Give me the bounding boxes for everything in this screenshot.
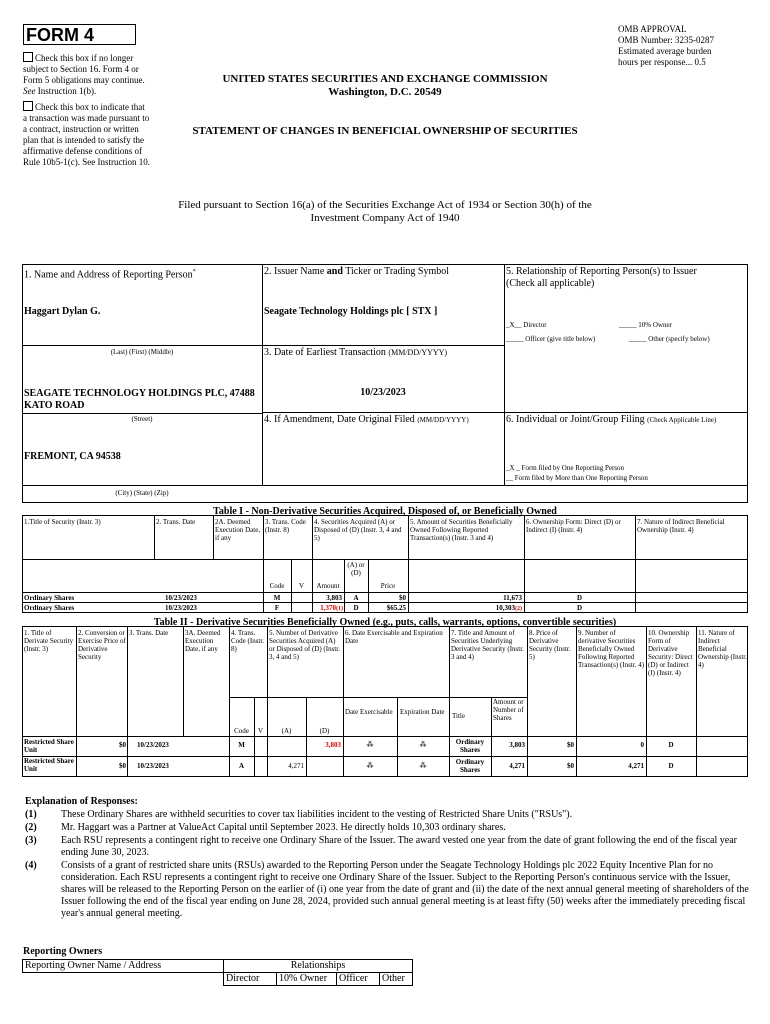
table2-title: Table II - Derivative Securities Beneficially Owned (e.g., puts, calls, warrants, options, convertible securities) xyxy=(153,617,617,628)
t1-row1-price: $0 xyxy=(399,594,406,602)
t1-row1-form: D xyxy=(576,594,583,602)
t2-row2-expiration: ⁂ xyxy=(419,762,427,770)
t1-sub-amount: Amount xyxy=(316,582,340,590)
box1-label-text: 1. Name and Address of Reporting Person xyxy=(24,269,193,281)
t2-col9-header: 9. Number of derivative Securities Beneficially Owned Following Reported Transaction(s) (Instr. 4) xyxy=(578,629,645,669)
ten-pct-owner-checkbox[interactable]: _____ 10% Owner xyxy=(619,321,672,329)
t2-sub-exercisable: Date Exercisable xyxy=(345,708,393,716)
explanation-list xyxy=(25,809,750,920)
t2-sub-expiration: Expiration Date xyxy=(400,708,445,716)
t2-col5-header: 5. Number of Derivative Securities Acquired (A) or Disposed of (D) (Instr. 3, 4 and 5) xyxy=(269,629,340,661)
t2-col3-header: 3. Trans. Date xyxy=(129,629,169,637)
city-hint: (City) (State) (Zip) xyxy=(115,489,169,497)
t2-row1-underlying-amount: 3,803 xyxy=(509,741,525,749)
t2-row2-form: D xyxy=(668,762,674,770)
t2-col11-header: 11. Nature of Indirect Beneficial Ownership (Instr. 4) xyxy=(698,629,747,669)
officer-col: Officer xyxy=(337,973,380,986)
box6-label-small: (Check Applicable Line) xyxy=(647,416,717,424)
t2-col3a-header: 3A. Deemed Execution Date, if any xyxy=(185,629,221,653)
t2-row2-underlying-title: Ordinary Shares xyxy=(455,758,485,774)
name-hint: (Last) (First) (Middle) xyxy=(110,348,174,356)
checkbox-icon[interactable] xyxy=(23,52,33,62)
explanation-item xyxy=(25,835,750,859)
box5-label xyxy=(506,266,746,290)
box5-label-text2: (Check all applicable) xyxy=(506,278,595,289)
t1-col1-header: 1.Title of Security (Instr. 3) xyxy=(24,518,101,526)
table1-title: Table I - Non-Derivative Securities Acquired, Disposed of, or Beneficially Owned xyxy=(213,506,557,517)
explanation-num: (1) xyxy=(25,809,37,820)
see-text: See xyxy=(23,86,36,96)
explanation-item xyxy=(25,822,750,834)
t1-row1-ad: A xyxy=(353,594,359,602)
t2-row1-expiration: ⁂ xyxy=(419,741,427,749)
box4-label xyxy=(264,414,504,426)
box1-asterisk: * xyxy=(192,269,196,275)
omb-line: OMB APPROVAL xyxy=(618,24,687,34)
explanation-num: (2) xyxy=(25,822,37,833)
t2-row2-a: 4,271 xyxy=(288,762,304,770)
t2-sub-code: Code xyxy=(234,727,249,735)
explanation-item xyxy=(25,809,750,821)
t2-col10-header: 10. Ownership Form of Derivative Security: Direct (D) or Indirect (I) (Instr. 4) xyxy=(648,629,693,677)
t1-row1-title: Ordinary Shares xyxy=(24,594,75,602)
reporting-person-name: Haggart Dylan G. xyxy=(24,306,101,317)
t2-row2-price: $0 xyxy=(567,762,574,770)
t1-col6-header: 6. Ownership Form: Direct (D) or Indirect (I) (Instr. 4) xyxy=(526,518,621,534)
box3-label-small: (MM/DD/YYYY) xyxy=(388,348,448,357)
other-checkbox[interactable]: _____ Other (specify below) xyxy=(629,335,710,343)
one-person-option[interactable]: _X _ Form filed by One Reporting Person xyxy=(506,464,625,472)
owner-name-cell xyxy=(23,973,224,986)
checkbox-rule-10b5[interactable] xyxy=(23,101,150,168)
t1-col2-header: 2. Trans. Date xyxy=(156,518,196,526)
officer-checkbox[interactable]: _____ Officer (give title below) xyxy=(506,335,596,343)
box6-label-text: 6. Individual or Joint/Group Filing xyxy=(506,414,648,425)
explanation-num: (4) xyxy=(25,860,37,871)
t2-col8-header: 8. Price of Derivative Security (Instr. 5) xyxy=(529,629,571,661)
footnote-ref-1[interactable]: (1) xyxy=(336,606,343,612)
issuer-name: Seagate Technology Holdings plc [ STX ] xyxy=(264,306,438,317)
explanation-item xyxy=(25,860,750,920)
t2-row2-title: Restricted Share Unit xyxy=(24,757,74,773)
t2-row1-exercisable: ⁂ xyxy=(366,741,374,749)
t2-row1-owned: 0 xyxy=(640,741,644,749)
t2-row1-date: 10/23/2023 xyxy=(137,741,169,749)
footnote-ref-2[interactable]: (2) xyxy=(515,606,522,612)
multi-person-option[interactable]: __ Form filed by More than One Reporting Person xyxy=(506,474,648,482)
reporting-owners-heading: Reporting Owners xyxy=(23,946,103,957)
other-col: Other xyxy=(380,973,413,986)
t2-row2-underlying-amount: 4,271 xyxy=(509,762,525,770)
statement-title: STATEMENT OF CHANGES IN BENEFICIAL OWNERSHIP OF SECURITIES xyxy=(192,125,578,137)
earliest-transaction-date: 10/23/2023 xyxy=(360,387,406,398)
director-col: Director xyxy=(224,973,277,986)
t2-row2-code: A xyxy=(238,762,245,770)
reporting-owners-table xyxy=(22,959,413,986)
t1-row2-owned xyxy=(408,604,522,613)
t2-sub-v: V xyxy=(257,727,264,735)
t1-col2a-header: 2A. Deemed Execution Date, if any xyxy=(215,518,261,542)
box2-label xyxy=(264,266,502,278)
t2-col6-header: 6. Date Exercisable and Expiration Date xyxy=(345,629,443,645)
t2-row2-owned: 4,271 xyxy=(628,762,644,770)
form-title: FORM 4 xyxy=(23,24,136,45)
omb-line: OMB Number: 3235-0287 xyxy=(618,35,714,45)
checkbox-label-tail: Instruction 1(b). xyxy=(37,86,97,96)
reporting-info-grid xyxy=(22,264,748,503)
t1-sub-price: Price xyxy=(380,582,396,590)
t1-row1-amount: 3,803 xyxy=(326,594,342,602)
owner-name-header: Reporting Owner Name / Address xyxy=(23,960,224,973)
t2-col2-header: 2. Conversion or Exercise Price of Derivative Security xyxy=(78,629,126,661)
t1-col3-header: 3. Trans. Code (Instr. 8) xyxy=(265,518,306,534)
t1-row2-code: F xyxy=(274,604,280,612)
relationships-header: Relationships xyxy=(224,960,413,973)
box2-label-and: and xyxy=(326,266,343,277)
t1-row2-form: D xyxy=(576,604,583,612)
explanation-text: These Ordinary Shares are withheld securities to cover tax liabilities incident to the vesting of Restricted Share Units ("RSUs"). xyxy=(61,809,573,820)
t1-sub-code: Code xyxy=(269,582,285,590)
box2-label-a: 2. Issuer Name xyxy=(264,266,327,277)
t1-row2-title: Ordinary Shares xyxy=(24,604,75,612)
omb-line: Estimated average burden xyxy=(618,46,712,56)
t1-row2-price: $65.25 xyxy=(386,604,406,612)
t1-col5-header: 5. Amount of Securities Beneficially Owned Following Reported Transaction(s) (Instr. 3 and 4) xyxy=(410,518,513,542)
t1-sub-ad: (A) or (D) xyxy=(347,561,365,577)
t2-row2-exercisable: ⁂ xyxy=(366,762,374,770)
explanation-heading: Explanation of Responses: xyxy=(25,796,138,807)
t2-col7-header: 7. Title and Amount of Securities Underlying Derivative Security (Instr. 3 and 4) xyxy=(451,629,524,661)
t2-row1-code: M xyxy=(238,741,245,749)
t2-row1-d: 3,803 xyxy=(325,741,341,749)
explanation-text: Consists of a grant of restricted share units (RSUs) awarded to the Reporting Person under the Seagate Technology Holdings plc 2022 Equity Incentive Plan for no consideration. Each RSU represents a contingent right to receive one Ordinary Share of the Issuer. Subject to the Reporting Person's continuous service with the Issuer, shares will be released to the Reporting Person on the earlier of (i) one year from the date of grant and (ii) the date of the next annual general meeting of shareholders of the Issuer following the end of the fiscal year ending on June 28, 2024, provided such annual general meeting is at least fifty (50) weeks after the immediately preceding fiscal year's annual general meeting. xyxy=(61,860,749,919)
t2-row1-title: Restricted Share Unit xyxy=(24,738,74,754)
box1-label xyxy=(24,266,260,281)
checkbox-label: Check this box if no longer subject to Section 16. Form 4 or Form 5 obligations may continue. xyxy=(23,53,145,85)
filed-pursuant: Filed pursuant to Section 16(a) of the Securities Exchange Act of 1934 or Section 30(h) of the xyxy=(178,199,592,211)
t2-row1-price: $0 xyxy=(567,741,574,749)
checkbox-no-longer-subject[interactable] xyxy=(23,52,150,97)
checkbox-label: Check this box to indicate that a transaction was made pursuant to a contract, instruction or written plan that is intended to satisfy the affirmative defense conditions of Rule 10b5-1(c). See Instruction 10. xyxy=(23,102,150,167)
ten-pct-col: 10% Owner xyxy=(277,973,337,986)
t1-row1-owned: 11,673 xyxy=(503,594,522,602)
t2-sub-title: Title xyxy=(452,712,465,720)
box5-label-text: 5. Relationship of Reporting Person(s) to Issuer xyxy=(506,266,697,277)
t2-row1-underlying-title: Ordinary Shares xyxy=(455,738,485,754)
t2-col1-header: 1. Title of Derivate Security (Instr. 3) xyxy=(24,629,74,653)
t1-row1-code: M xyxy=(273,594,281,602)
t2-sub-amount: Amount or Number of Shares xyxy=(493,698,524,722)
box4-label-text: 4. If Amendment, Date Original Filed xyxy=(264,414,418,425)
box2-label-b: Ticker or Trading Symbol xyxy=(342,266,450,277)
t1-row2-date: 10/23/2023 xyxy=(165,604,197,612)
agency-name: UNITED STATES SECURITIES AND EXCHANGE COMMISSION xyxy=(222,73,548,85)
t2-sub-d: (D) xyxy=(319,727,330,735)
t2-row1-form: D xyxy=(668,741,674,749)
box6-label xyxy=(506,414,746,426)
street-hint: (Street) xyxy=(131,415,153,423)
t2-sub-a: (A) xyxy=(281,727,292,735)
director-checkbox[interactable]: _X__ Director xyxy=(506,321,547,329)
omb-approval xyxy=(618,24,748,68)
t2-row2-conv: $0 xyxy=(119,762,126,770)
checkbox-icon[interactable] xyxy=(23,101,33,111)
t2-col4-header: 4. Trans. Code (Instr. 8) xyxy=(231,629,265,653)
box4-label-small: (MM/DD/YYYY) xyxy=(417,416,469,424)
explanation-text: Mr. Haggart was a Partner at ValueAct Capital until September 2023. He directly holds 10,303 ordinary shares. xyxy=(61,822,506,833)
city-address: FREMONT, CA 94538 xyxy=(24,451,121,462)
t1-col7-header: 7. Nature of Indirect Beneficial Ownership (Instr. 4) xyxy=(637,518,725,534)
street-address: SEAGATE TECHNOLOGY HOLDINGS PLC, 47488 KATO ROAD xyxy=(24,388,255,411)
t2-row1-conv: $0 xyxy=(119,741,126,749)
t1-row2-ad xyxy=(344,604,368,612)
explanation-num: (3) xyxy=(25,835,37,846)
t1-row2-owned-value: 10,303 xyxy=(495,604,515,612)
t1-row1-date: 10/23/2023 xyxy=(165,594,197,602)
explanation-text: Each RSU represents a contingent right to receive one Ordinary Share of the Issuer. The award vested one year from the date of grant following the end of the fiscal year ending June 30, 2023. xyxy=(61,835,737,858)
omb-line: hours per response... 0.5 xyxy=(618,57,706,67)
t1-row2-amount-value: 1,370 xyxy=(320,604,336,612)
box3-label-text: 3. Date of Earliest Transaction xyxy=(264,347,389,358)
t2-row2-date: 10/23/2023 xyxy=(137,762,169,770)
filed-pursuant-2: Investment Company Act of 1940 xyxy=(310,212,460,224)
agency-city: Washington, D.C. 20549 xyxy=(328,86,442,98)
t1-sub-v: V xyxy=(298,582,305,590)
t1-row2-ad-value: D xyxy=(353,604,359,612)
box3-label xyxy=(264,347,502,359)
t1-col4-header: 4. Securities Acquired (A) or Disposed of (D) (Instr. 3, 4 and 5) xyxy=(314,518,402,542)
t1-row2-amount xyxy=(312,604,343,613)
